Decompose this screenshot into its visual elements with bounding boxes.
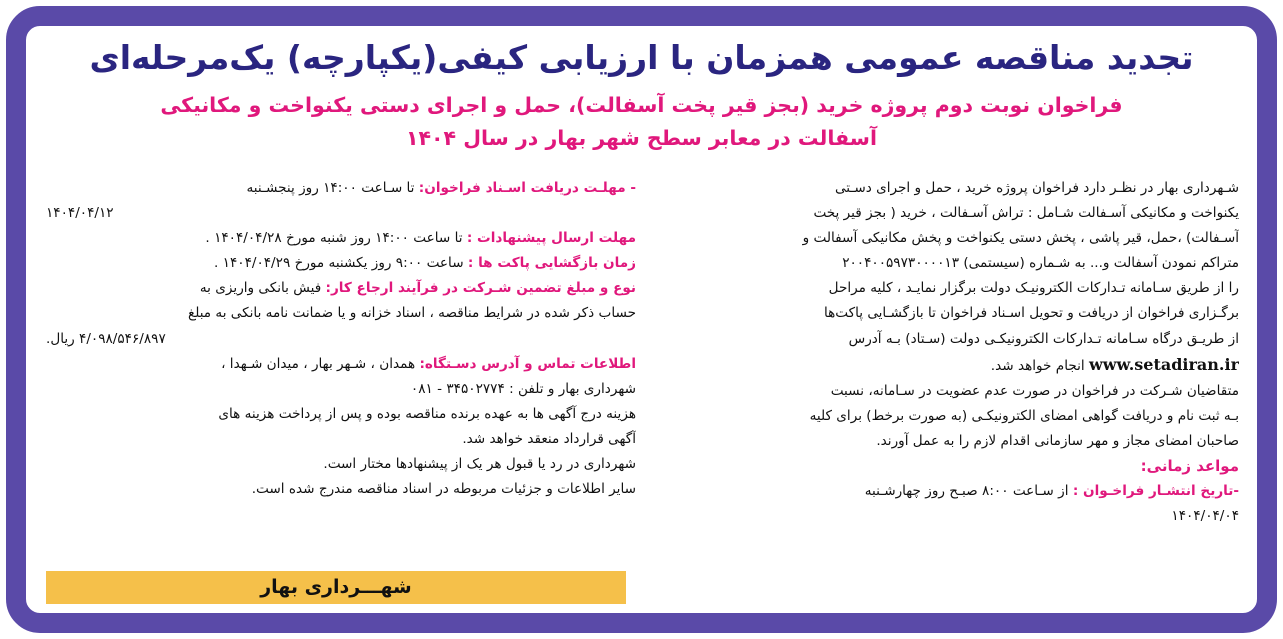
contact-phone: شهرداری بهار و تلفن : ۳۴۵۰۲۷۷۴ - ۰۸۱ — [410, 380, 636, 397]
body-line: از طریـق درگاه سـامانه تـدارکات الکترونیکـی دولت (سـتاد) بـه آدرس — [848, 330, 1239, 347]
guarantee-line: حساب ذکر شده در شرایط مناقصه ، اسناد خزانه و یا ضمانت نامه بانکی به مبلغ — [187, 305, 636, 322]
body-line: متراکم نمودن آسفالت و... به شـماره (سیستمی) ۲۰۰۴۰۰۵۹۷۳۰۰۰۰۱۳ — [842, 255, 1239, 272]
body-line: برگـزاری فراخوان از دریافت و تحویل اسـناد فراخوان تا بازگشـایی پاکت‌ها — [823, 305, 1239, 322]
docs-label: - مهلـت دریافت اسـناد فراخوان: — [418, 180, 636, 196]
opening-time-row — [46, 251, 636, 276]
reject-clause: شهرداری در رد یا قبول هر یک از پیشنهادها مختار است. — [323, 456, 636, 473]
guarantee-value: فیش بانکی واریزی به — [199, 280, 322, 297]
contact-row — [46, 352, 636, 377]
body-line: یکنواخت و مکانیکی آسـفالت شـامل : تراش آسـفالت ، خرید ( بجز قیر پخت — [813, 205, 1239, 222]
website-suffix: انجام خواهد شد. — [990, 357, 1085, 374]
subtitle-line-1: فراخوان نوبت دوم پروژه خرید (بجز قیر پخت آسفالت)، حمل و اجرای دستی یکنواخت و مکانیکی — [160, 93, 1123, 117]
website-link[interactable]: www.setadiran.ir — [1089, 354, 1239, 374]
contact-value: همدان ، شـهر بهار ، میدان شـهدا ، — [221, 355, 416, 372]
details-clause: سایر اطلاعات و جزئیات مربوطه در اسناد مناقصه مندرج شده است. — [251, 481, 636, 498]
publish-label: -تاریخ انتشـار فراخـوان : — [1072, 483, 1239, 500]
notice-subtitle — [46, 89, 1237, 155]
publish-date: ۱۴۰۴/۰۴/۰۴ — [1171, 508, 1239, 525]
body-line: را از طریق سـامانه تـدارکات الکترونیـک دولت برگزار نمایـد ، کلیه مراحل — [828, 280, 1239, 297]
ad-cost-line: آگهی قرارداد منعقد خواهد شد. — [462, 430, 636, 447]
offers-label: مهلت ارسال پیشنهادات : — [466, 230, 636, 247]
publish-date-row — [681, 479, 1239, 504]
signature-banner: شهـــرداری بهار — [46, 571, 626, 604]
tender-notice — [26, 26, 1257, 613]
docs-value: تا سـاعت ۱۴:۰۰ روز پنجشـنبه — [246, 180, 415, 196]
membership-line: بـه ثبت نام و دریافت گواهی امضای الکترونیکـی (به صورت برخط) برای کلیه — [809, 407, 1239, 424]
docs-deadline-row — [46, 176, 636, 201]
subtitle-line-2: آسفالت در معابر سطح شهر بهار در سال ۱۴۰۴ — [406, 126, 877, 150]
contact-label: اطلاعات تماس و آدرس دسـتگاه: — [419, 355, 636, 372]
body-line: شـهرداری بهار در نظـر دارد فراخوان پروژه خرید ، حمل و اجرای دسـتی — [834, 180, 1239, 196]
dates-heading: مواعد زمانی: — [1140, 457, 1239, 476]
guarantee-label: نوع و مبلغ تضمین شـرکت در فرآیند ارجاع کار: — [325, 280, 636, 297]
offers-deadline-row — [46, 226, 636, 251]
left-column — [46, 176, 636, 502]
guarantee-amount: ۴/۰۹۸/۵۴۶/۸۹۷ ریال. — [46, 330, 166, 347]
membership-line: صاحبان امضای مجاز و مهر سازمانی اقدام لازم را به عمل آورند. — [876, 432, 1239, 449]
body-line: آسـفالت) ،حمل، قیر پاشی ، پخش دستی یکنواخت و پخش مکانیکی آسفالت و — [802, 230, 1239, 247]
opening-label: زمان بازگشایی پاکت ها : — [467, 255, 636, 272]
ad-cost-line: هزینه درج آگهی ها به عهده برنده مناقصه بوده و پس از پرداخت هزینه های — [218, 405, 636, 422]
docs-date: ۱۴۰۴/۰۴/۱۲ — [46, 205, 114, 222]
publish-value: از سـاعت ۸:۰۰ صبـح روز چهارشـنبه — [864, 483, 1069, 500]
notice-title: تجدید مناقصه عمومی همزمان با ارزیابی کیفی(یکپارچه) یک‌مرحله‌ای — [89, 38, 1194, 77]
right-column — [681, 176, 1239, 529]
offers-value: تا ساعت ۱۴:۰۰ روز شنبه مورخ ۱۴۰۴/۰۴/۲۸ . — [205, 230, 463, 247]
website-line — [681, 352, 1239, 379]
guarantee-row — [46, 276, 636, 301]
membership-line: متقاضیان شـرکت در فراخوان در صورت عدم عضویت در سـامانه، نسبت — [830, 382, 1239, 399]
opening-value: ساعت ۹:۰۰ روز یکشنبه مورخ ۱۴۰۴/۰۴/۲۹ . — [214, 255, 464, 272]
